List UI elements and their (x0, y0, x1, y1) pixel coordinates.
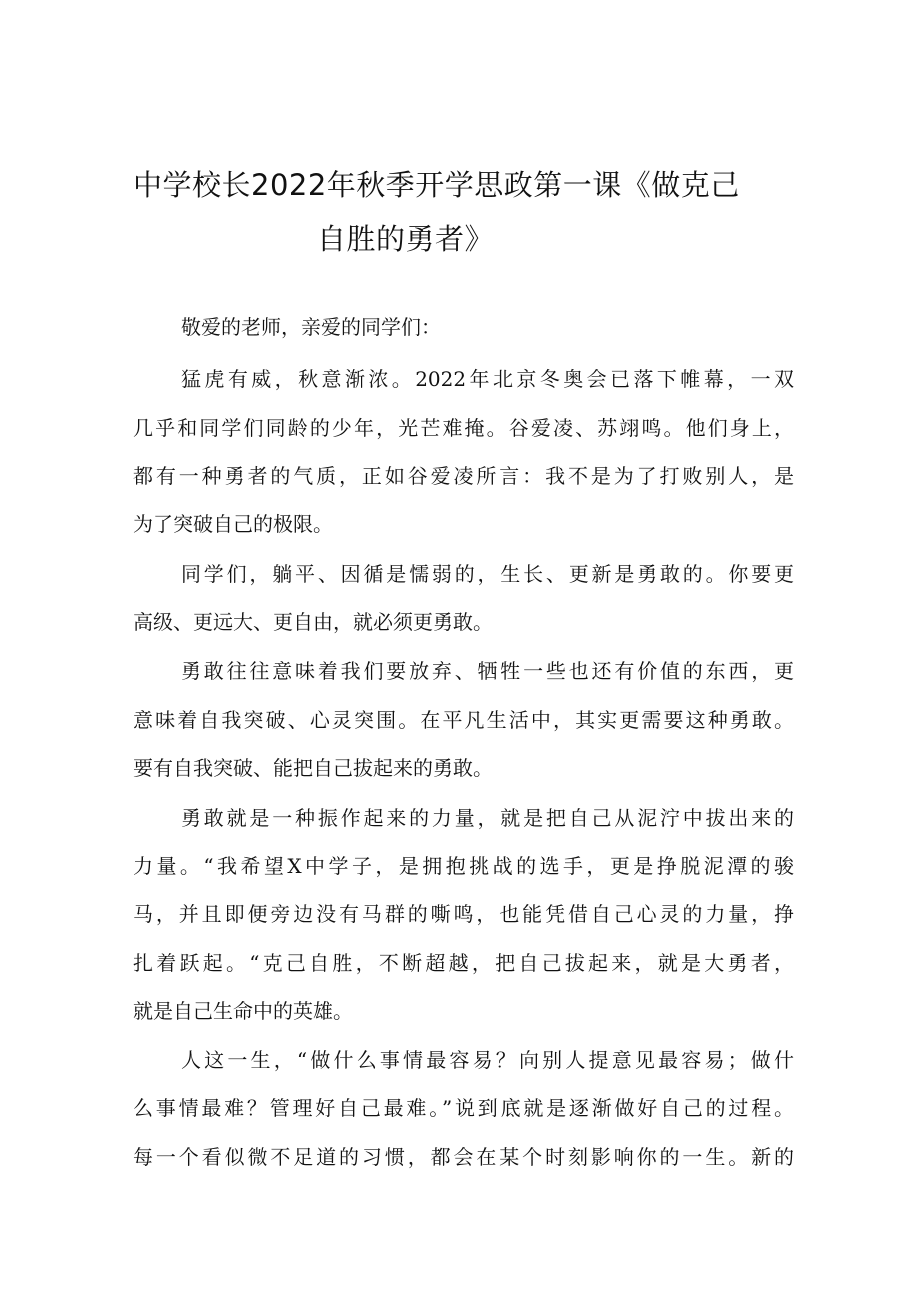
body-line: 力量。“我希望X中学子，是拥抱挑战的选手，更是挣脱泥潭的骏 (133, 854, 794, 878)
body-line: 就是自己生命中的英雄。 (133, 999, 353, 1023)
body-line: 为了突破自己的极限。 (133, 512, 333, 536)
body-line: 么事情最难？管理好自己最难。”说到底就是逐渐做好自己的过程。 (133, 1096, 794, 1120)
document-title-line-1: 中学校长2022年秋季开学思政第一课《做克己 (133, 168, 740, 202)
body-line: 要有自我突破、能把自己拔起来的勇敢。 (133, 756, 493, 780)
body-line: 马，并且即便旁边没有马群的嘶鸣，也能凭借自己心灵的力量，挣 (133, 902, 794, 926)
document-title-line-2: 自胜的勇者》 (317, 222, 495, 256)
body-line: 同学们，躺平、因循是懦弱的，生长、更新是勇敢的。你要更 (181, 562, 794, 586)
body-line: 扎着跃起。“克己自胜，不断超越，把自己拔起来，就是大勇者， (133, 951, 794, 975)
body-line: 意味着自我突破、心灵突围。在平凡生活中，其实更需要这种勇敢。 (133, 708, 794, 732)
greeting-line: 敬爱的老师，亲爱的同学们： (181, 315, 441, 339)
body-line: 勇敢就是一种振作起来的力量，就是把自己从泥泞中拔出来的 (181, 806, 794, 830)
body-line: 猛虎有威，秋意渐浓。2022年北京冬奥会已落下帷幕，一双 (181, 367, 794, 391)
body-line: 高级、更远大、更自由，就必须更勇敢。 (133, 610, 493, 634)
body-line: 人这一生，“做什么事情最容易？向别人提意见最容易；做什 (181, 1048, 794, 1072)
body-line: 都有一种勇者的气质，正如谷爱凌所言：我不是为了打败别人，是 (133, 464, 794, 488)
body-line: 每一个看似微不足道的习惯，都会在某个时刻影响你的一生。新的 (133, 1145, 794, 1169)
body-line: 勇敢往往意味着我们要放弃、牺牲一些也还有价值的东西，更 (181, 659, 794, 683)
body-line: 几乎和同学们同龄的少年，光芒难掩。谷爱凌、苏翊鸣。他们身上， (133, 416, 794, 440)
